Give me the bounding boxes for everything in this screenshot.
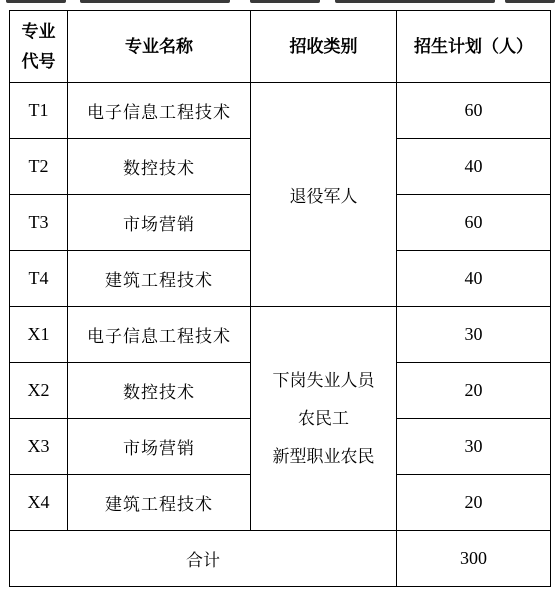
plan-count: 40 — [397, 251, 551, 307]
header-enrollment-plan: 招生计划（人） — [397, 11, 551, 83]
header-row — [10, 11, 551, 83]
header-major-code — [10, 11, 68, 83]
major-name: 电子信息工程技术 — [68, 307, 251, 363]
header-major-name: 专业名称 — [68, 11, 251, 83]
header-category: 招收类别 — [251, 11, 397, 83]
major-code: T1 — [10, 83, 68, 139]
major-name: 市场营销 — [68, 419, 251, 475]
category-cell — [251, 83, 397, 307]
major-code: T3 — [10, 195, 68, 251]
plan-count: 60 — [397, 195, 551, 251]
category-line: 退役军人 — [289, 187, 358, 207]
cropped-text-strip — [0, 0, 559, 10]
major-code: X4 — [10, 475, 68, 531]
major-name: 数控技术 — [68, 139, 251, 195]
major-name: 电子信息工程技术 — [68, 83, 251, 139]
major-code: T2 — [10, 139, 68, 195]
plan-count: 30 — [397, 419, 551, 475]
major-code: X1 — [10, 307, 68, 363]
total-row — [10, 531, 551, 587]
major-name: 建筑工程技术 — [68, 475, 251, 531]
major-code: X2 — [10, 363, 68, 419]
enrollment-plan-table — [9, 10, 551, 587]
plan-count: 40 — [397, 139, 551, 195]
total-plan-count: 300 — [397, 531, 551, 587]
major-code: X3 — [10, 419, 68, 475]
category-line: 新型职业农民 — [272, 446, 375, 467]
major-name: 数控技术 — [68, 363, 251, 419]
plan-count: 30 — [397, 307, 551, 363]
major-name: 市场营销 — [68, 195, 251, 251]
header-code-line2: 代号 — [21, 51, 56, 72]
plan-count: 20 — [397, 475, 551, 531]
plan-count: 60 — [397, 83, 551, 139]
table-row — [10, 307, 551, 363]
major-name: 建筑工程技术 — [68, 251, 251, 307]
header-code-line1: 专业 — [21, 21, 56, 42]
category-cell — [251, 307, 397, 531]
category-line: 农民工 — [298, 408, 349, 429]
table-row — [10, 83, 551, 139]
total-label: 合计 — [10, 531, 397, 587]
major-code: T4 — [10, 251, 68, 307]
plan-count: 20 — [397, 363, 551, 419]
category-line: 下岗失业人员 — [272, 370, 375, 391]
